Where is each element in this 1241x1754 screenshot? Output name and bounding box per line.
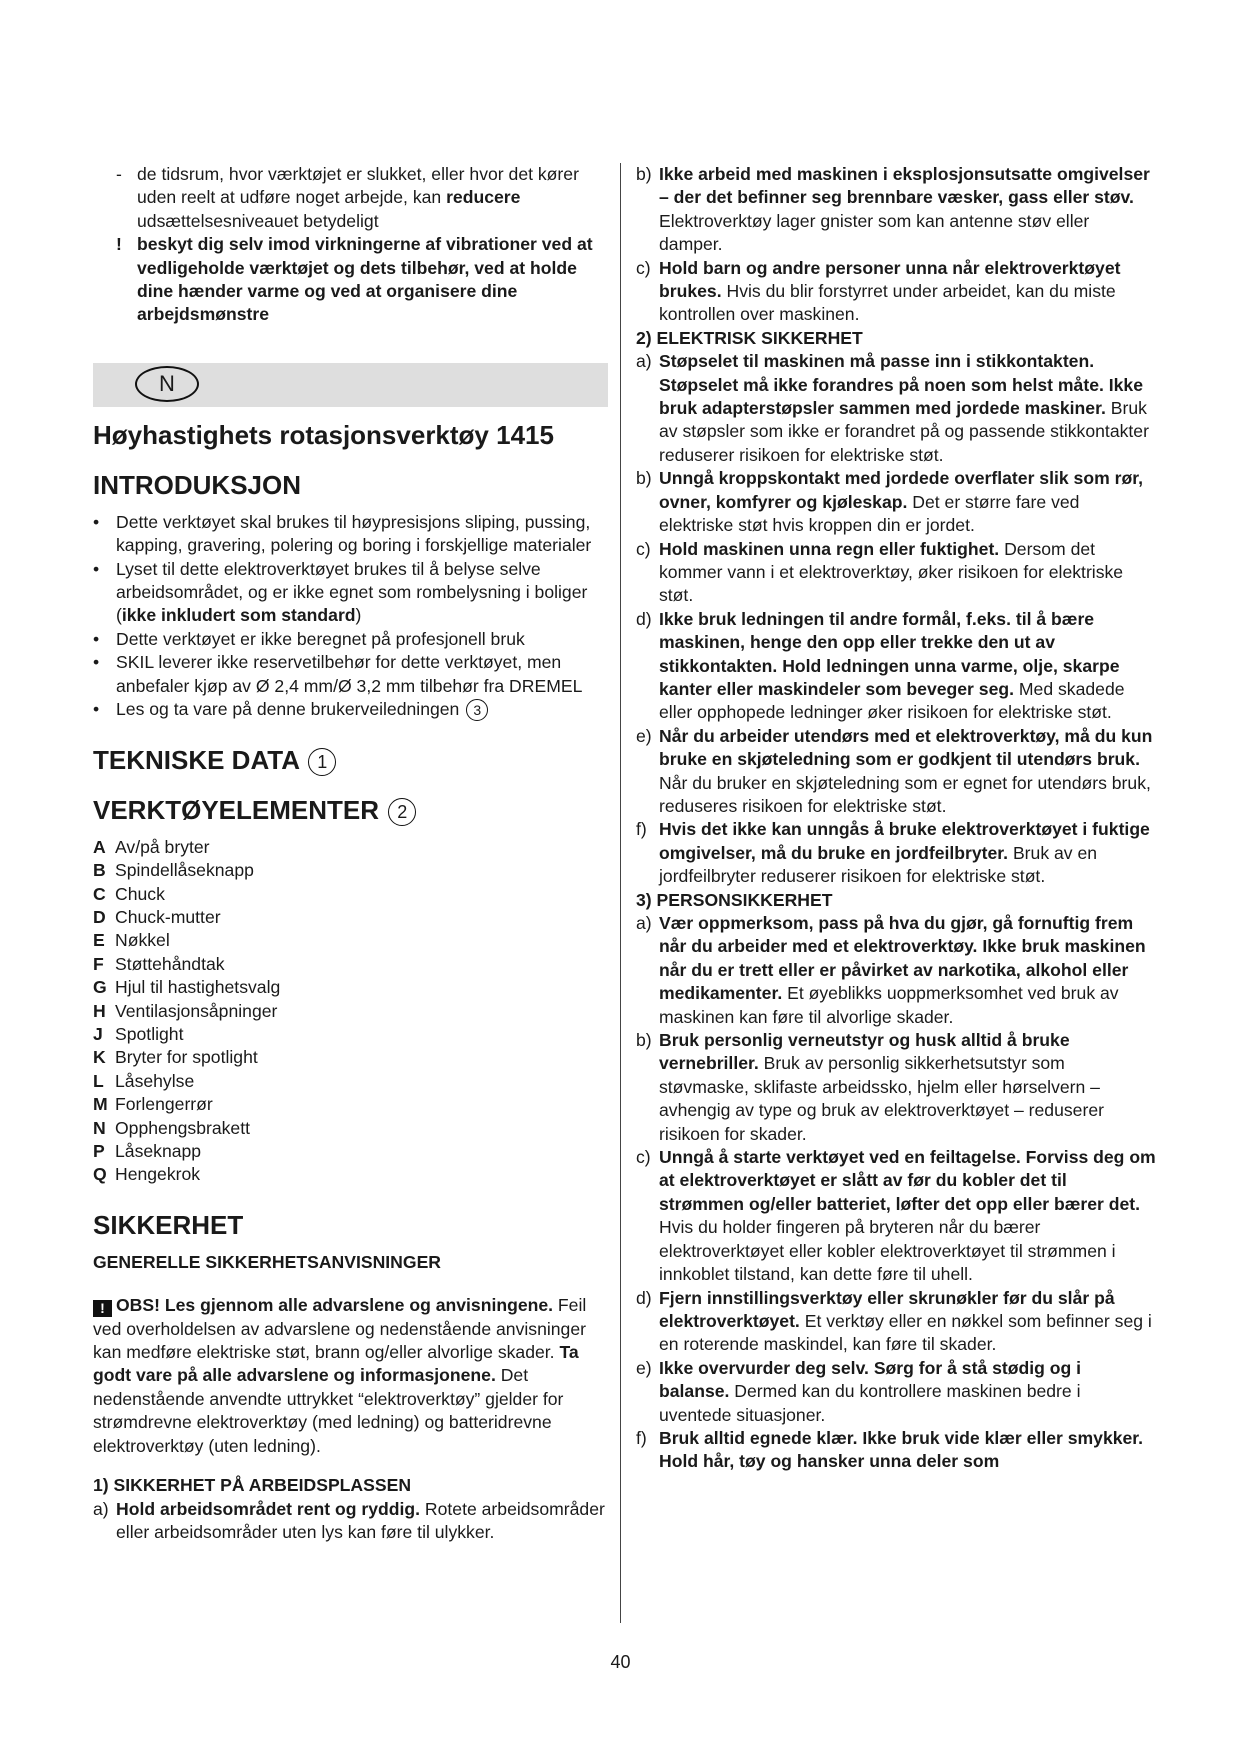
general-text: Feil ved overholdelsen av advarslene og nedenstående anvisninger kan medføre elektriske støt, brann og/eller alvorlige skader.: [93, 1295, 587, 1363]
general-text: Det nedenstående anvendte uttrykket “elektroverktøy” gjelder for strømdrevne elektroverktøy (med ledning) og batteridrevne elektroverktøy (uten ledning).: [93, 1365, 564, 1456]
intro-text: Dette verktøyet er ikke beregnet på profesjonell bruk: [116, 628, 525, 649]
personal-heading: 3) PERSONSIKKERHET: [636, 889, 833, 910]
intro-heading: INTRODUKSJON: [93, 469, 302, 500]
item-bold: Ikke bruk ledningen til andre formål, f.eks. til å bære maskinen, henge den opp eller trekke den ut av stikkontakten. Hold ledningen unna varme, olje, skarpe kanter eller maskindeler som beveger seg.: [659, 608, 1120, 699]
item-marker: f): [636, 819, 647, 840]
element-letter: F: [93, 953, 104, 974]
list-item: [636, 1146, 1156, 1286]
list-item: [93, 558, 608, 628]
item-marker: b): [636, 468, 652, 489]
list-item: [636, 1287, 1156, 1357]
element-label: Bryter for spotlight: [115, 1047, 258, 1068]
list-item: [636, 257, 1156, 327]
element-label: Ventilasjonsåpninger: [115, 1000, 278, 1021]
work-safety-heading: 1) SIKKERHET PÅ ARBEIDSPLASSEN: [93, 1475, 412, 1496]
tech-heading: [93, 744, 608, 776]
list-item: [636, 467, 1156, 537]
column-divider: [620, 163, 621, 1623]
item-text: Bruk av en jordfeilbryter reduserer risikoen for elektriske støt.: [659, 842, 1098, 887]
electric-heading: 2) ELEKTRISK SIKKERHET: [636, 327, 863, 348]
element-row: [93, 1000, 608, 1023]
list-item: [93, 651, 608, 698]
item-marker: b): [636, 1030, 652, 1051]
element-letter: H: [93, 1000, 106, 1021]
list-item: [93, 628, 608, 651]
element-letter: E: [93, 930, 105, 951]
element-row: [93, 859, 608, 882]
element-row: [93, 976, 608, 999]
item-text: Når du bruker en skjøteledning som er egnet for utendørs bruk, reduseres risikoen for elektriske støt.: [659, 772, 1151, 816]
element-label: Hengekrok: [115, 1164, 201, 1185]
bullet-icon: •: [93, 558, 100, 579]
language-bar: [93, 363, 608, 407]
item-text: Et øyeblikks uoppmerksomhet ved bruk av maskinen kan føre til alvorlige skader.: [659, 983, 1119, 1027]
element-label: Chuck: [115, 883, 165, 904]
item-text: Dermed kan du kontrollere maskinen bedre i uventede situasjoner.: [659, 1381, 1081, 1425]
element-letter: P: [93, 1141, 105, 1162]
item-marker: c): [636, 538, 651, 559]
element-label: Hjul til hastighetsvalg: [115, 977, 281, 998]
intro-text: Lyset til dette elektroverktøyet brukes til å belyse selve arbeidsområdet, og er ikke egnet som rombelysning i boliger (: [116, 558, 588, 626]
element-letter: N: [93, 1117, 106, 1138]
item-bold: Bruk personlig verneutstyr og husk alltid å bruke vernebriller.: [659, 1030, 1070, 1074]
intro-text: SKIL leverer ikke reservetilbehør for dette verktøyet, men anbefaler kjøp av Ø 2,4 mm/Ø 3,2 mm tilbehør fra DREMEL: [116, 652, 583, 696]
item-text: Dersom det kommer vann i et elektroverktøy, øker risikoen for elektriske støt.: [659, 538, 1124, 606]
left-column: [93, 163, 608, 1544]
item-marker: d): [636, 1287, 652, 1308]
electric-items: [636, 350, 1156, 888]
right-column: [636, 163, 1156, 1474]
item-bold: Unngå å starte verktøyet ved en feiltagelse. Forviss deg om at elektroverktøyet er slått av før du kobler det til strømmen og/eller batteriet, løfter det opp eller bærer det.: [659, 1147, 1156, 1214]
right-items: [636, 163, 1156, 327]
element-label: Opphengsbrakett: [115, 1117, 250, 1138]
list-item: [636, 1357, 1156, 1427]
warning-triangle-icon: !: [93, 1300, 112, 1317]
personal-items: [636, 912, 1156, 1474]
figure-ref-icon: 3: [466, 699, 488, 721]
list-item: [636, 1029, 1156, 1146]
vibration-warning-item: [93, 233, 608, 327]
item-text: Rotete arbeidsområder eller arbeidsområder uten lys kan føre til ulykker.: [116, 1498, 605, 1542]
item-marker: a): [636, 351, 652, 372]
general-bold: Ta godt vare på alle advarslene og informasjonene.: [93, 1342, 579, 1386]
element-label: Spotlight: [115, 1024, 184, 1044]
item-bold: Fjern innstillingsverktøy eller skrunøkler før du slår på elektroverktøyet.: [659, 1287, 1115, 1331]
intro-text: Les og ta vare på denne brukerveiledningen: [116, 699, 460, 720]
intro-bold: ikke inkludert som standard: [121, 605, 356, 626]
tech-heading-text: TEKNISKE DATA: [93, 744, 300, 775]
list-item: [636, 350, 1156, 467]
item-bold: Ikke arbeid med maskinen i eksplosjonsutsatte omgivelser – der det befinner seg brennbare væsker, gass eller støv.: [659, 164, 1150, 208]
item-text: Elektroverktøy lager gnister som kan antenne støv eller damper.: [659, 210, 1090, 255]
item-marker: b): [636, 164, 652, 184]
item-marker: d): [636, 608, 652, 629]
bullet-icon: •: [93, 699, 100, 720]
item-text: Bruk av støpsler som ikke er forandret på og passende stikkontakter reduserer risikoen for elektriske støt.: [659, 398, 1149, 465]
element-letter: G: [93, 977, 107, 998]
element-letter: J: [93, 1024, 103, 1044]
element-label: Spindellåseknapp: [115, 860, 254, 881]
dash-text: de tidsrum, hvor værktøjet er slukket, eller hvor det kører uden reelt at udføre noget arbejde, kan: [137, 164, 579, 208]
element-row: [93, 929, 608, 952]
bullet-icon: •: [93, 628, 100, 649]
vibration-dash-item: [93, 163, 608, 233]
element-row: [93, 836, 608, 859]
item-text: Hvis du blir forstyrret under arbeidet, kan du miste kontrollen over maskinen.: [659, 281, 1116, 325]
element-letter: D: [93, 906, 106, 927]
warning-text: beskyt dig selv imod virkningerne af vibrationer ved at vedligeholde værktøjet og dets tilbehør, ved at holde dine hænder varme og ved at organisere dine arbejdsmønstre: [137, 234, 593, 325]
element-letter: L: [93, 1070, 104, 1091]
item-text: Hvis du holder fingeren på bryteren når du bærer elektroverktøyet eller kobler elektroverktøyet til strømmen i innkoblet tilstand, kan dette føre til uhell.: [659, 1217, 1116, 1285]
exclamation-marker: !: [116, 234, 122, 255]
bullet-icon: •: [93, 652, 100, 673]
safety-heading: SIKKERHET: [93, 1209, 244, 1240]
element-row: [93, 883, 608, 906]
list-item: [636, 608, 1156, 725]
element-row: [93, 1070, 608, 1093]
item-marker: e): [636, 725, 652, 746]
element-letter: M: [93, 1094, 108, 1115]
item-text: Et verktøy eller en nøkkel som befinner seg i en roterende maskindel, kan føre til skader.: [659, 1310, 1152, 1355]
page-number: 40: [610, 1652, 631, 1672]
element-row: [93, 1093, 608, 1116]
item-marker: e): [636, 1357, 652, 1378]
element-letter: K: [93, 1047, 106, 1068]
list-item: [636, 538, 1156, 608]
elements-list: [93, 836, 608, 1187]
item-bold: Unngå kroppskontakt med jordede overflater slik som rør, ovner, komfyrer og kjøleskap.: [659, 468, 1143, 512]
item-marker: a): [93, 1498, 109, 1519]
product-title: Høyhastighets rotasjonsverktøy 1415: [93, 419, 554, 450]
item-bold: Hold barn og andre personer unna når elektroverktøyet brukes.: [659, 257, 1121, 302]
figure-ref-icon: 2: [388, 798, 416, 826]
item-text: Med skadede eller opphopede ledninger øker risikoen for elektriske støt.: [659, 678, 1125, 723]
element-label: Forlengerrør: [115, 1094, 213, 1115]
element-row: [93, 1046, 608, 1069]
list-item: [636, 725, 1156, 819]
item-text: Det er større fare ved elektriske støt hvis kroppen din er jordet.: [659, 491, 1080, 536]
item-bold: Vær oppmerksom, pass på hva du gjør, gå fornuftig frem når du arbeider med et elektroverktøy. Ikke bruk maskinen når du er trett eller er påvirket av narkotika, alkohol eller medikamenter.: [659, 913, 1146, 1004]
general-heading: GENERELLE SIKKERHETSANVISNINGER: [93, 1251, 442, 1272]
element-label: Nøkkel: [115, 930, 170, 951]
item-marker: f): [636, 1427, 647, 1448]
item-bold: Støpselet til maskinen må passe inn i stikkontakten. Støpselet må ikke forandres på noen som helst måte. Ikke bruk adapterstøpsler sammen med jordede maskiner.: [659, 351, 1143, 419]
element-row: [93, 1117, 608, 1140]
item-marker: c): [636, 257, 651, 278]
element-row: [93, 906, 608, 929]
general-paragraph: [93, 1294, 608, 1458]
item-bold: Ikke overvurder deg selv. Sørg for å stå stødig og i balanse.: [659, 1357, 1082, 1402]
intro-text: ): [355, 605, 362, 626]
intro-text: Dette verktøyet skal brukes til høypresisjons sliping, pussing, kapping, gravering, polering og boring i forskjellige materialer: [116, 511, 592, 556]
list-item: [636, 1427, 1156, 1474]
element-row: [93, 953, 608, 976]
element-letter: B: [93, 860, 106, 881]
item-text: Bruk av personlig sikkerhetsutstyr som støvmaske, sklifaste arbeidssko, hjelm eller hørselvern – avhengig av type og bruk av elektroverktøyet – reduserer risikoen for skader.: [659, 1053, 1104, 1144]
element-label: Låsehylse: [115, 1070, 195, 1091]
list-item: [93, 698, 608, 721]
language-badge: N: [135, 366, 199, 402]
dash-bold: reducere: [446, 187, 521, 208]
element-label: Støttehåndtak: [115, 953, 225, 974]
bullet-icon: •: [93, 511, 100, 532]
figure-ref-icon: 1: [308, 748, 336, 776]
element-letter: C: [93, 883, 106, 904]
list-item: [93, 1498, 608, 1545]
list-item: [93, 511, 608, 558]
item-bold: Når du arbeider utendørs med et elektroverktøy, må du kun bruke en skjøteledning som er godkjent til utendørs bruk.: [659, 725, 1153, 770]
item-bold: Hold arbeidsområdet rent og ryddig.: [116, 1498, 421, 1519]
list-item: [636, 818, 1156, 888]
list-item: [636, 912, 1156, 1029]
element-letter: A: [93, 836, 106, 857]
elements-heading: [93, 794, 608, 826]
item-bold: Hvis det ikke kan unngås å bruke elektroverktøyet i fuktige omgivelser, må du bruke en jordfeilbryter.: [659, 819, 1150, 863]
dash-tail: udsættelsesniveauet betydeligt: [137, 210, 379, 231]
item-marker: c): [636, 1147, 651, 1168]
list-item: [636, 163, 1156, 257]
element-label: Av/på bryter: [115, 836, 210, 857]
element-letter: Q: [93, 1164, 107, 1185]
item-marker: a): [636, 913, 652, 933]
dash-marker: -: [116, 164, 122, 184]
item-bold: Hold maskinen unna regn eller fuktighet.: [659, 538, 1000, 559]
element-row: [93, 1140, 608, 1163]
general-bold: OBS! Les gjennom alle advarslene og anvisningene.: [116, 1295, 554, 1316]
element-label: Chuck-mutter: [115, 906, 221, 927]
element-row: [93, 1163, 608, 1186]
item-bold: Bruk alltid egnede klær. Ikke bruk vide klær eller smykker. Hold hår, tøy og hansker unna deler som: [659, 1427, 1144, 1472]
element-label: Låseknapp: [115, 1141, 202, 1162]
element-row: [93, 1023, 608, 1046]
elements-heading-text: VERKTØYELEMENTER: [93, 794, 380, 825]
